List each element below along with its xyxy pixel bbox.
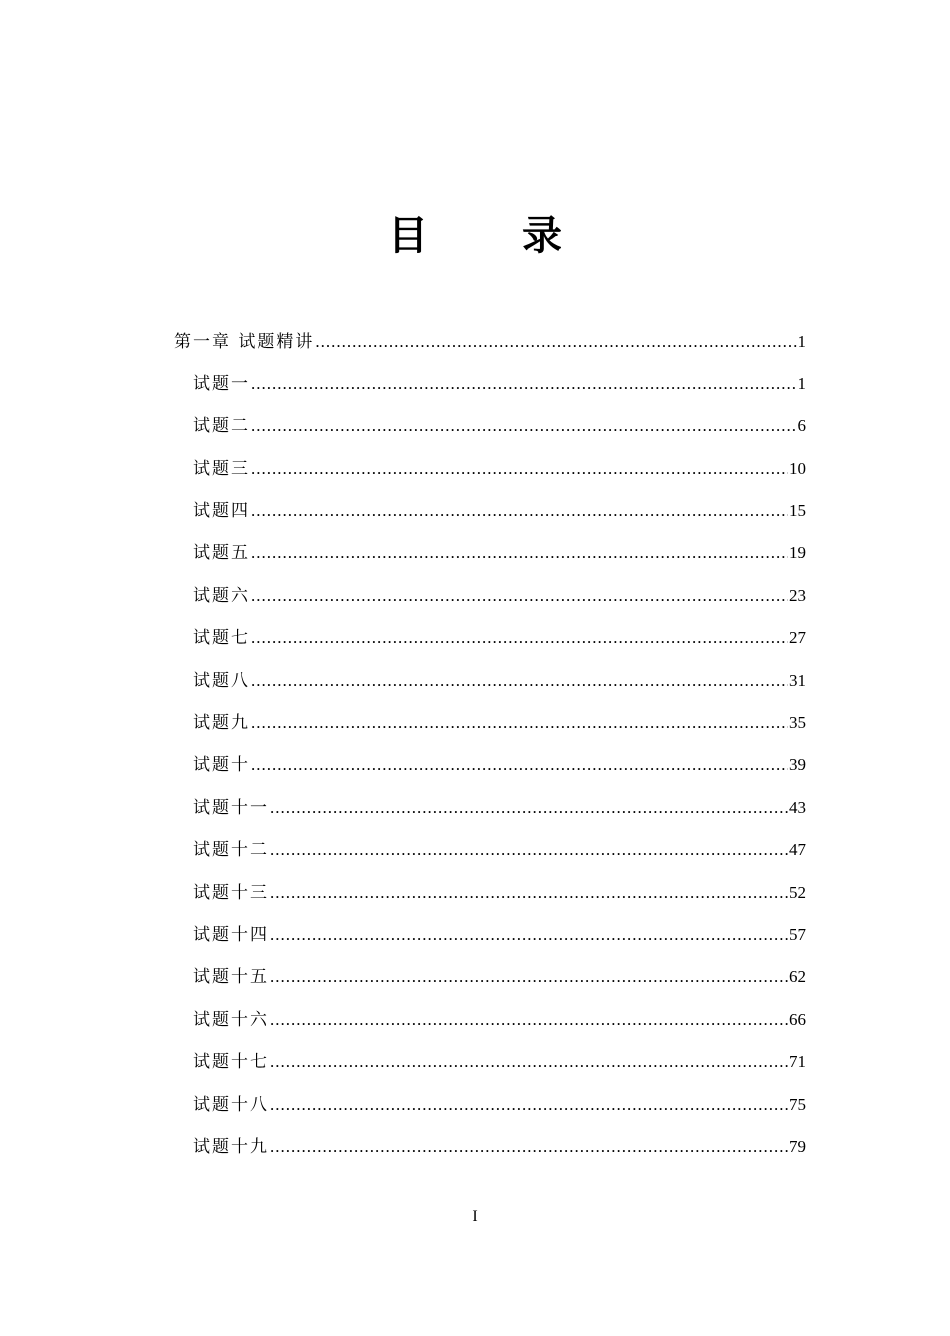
toc-entry[interactable] xyxy=(193,584,806,608)
toc-entry[interactable] xyxy=(193,1050,806,1074)
toc-entry-page: 23 xyxy=(789,586,806,605)
toc-entry[interactable] xyxy=(193,414,806,438)
toc-dot-leader xyxy=(270,838,788,862)
toc-entry-label: 试题十四 xyxy=(193,925,269,945)
toc-dot-leader xyxy=(315,330,796,354)
toc-entry-chapter-1[interactable] xyxy=(174,330,806,354)
toc-entry-label: 试题四 xyxy=(193,501,250,521)
toc-entry-label: 试题十九 xyxy=(193,1137,269,1157)
toc-entry-label: 试题七 xyxy=(193,628,250,648)
toc-entry[interactable] xyxy=(193,499,806,523)
toc-entry-page: 71 xyxy=(789,1052,806,1071)
toc-entry-label: 试题十六 xyxy=(193,1010,269,1030)
toc-entry[interactable] xyxy=(193,711,806,735)
toc-entry-page: 62 xyxy=(789,967,806,986)
toc-entry-label: 试题十五 xyxy=(193,967,269,987)
toc-dot-leader xyxy=(270,1008,788,1032)
toc-dot-leader xyxy=(270,1093,788,1117)
toc-entry-page: 47 xyxy=(789,840,806,859)
toc-entry-page: 39 xyxy=(789,755,806,774)
page-number: I xyxy=(472,1208,478,1225)
toc-dot-leader xyxy=(270,1135,788,1159)
toc-dot-leader xyxy=(270,881,788,905)
toc-entry[interactable] xyxy=(193,923,806,947)
toc-entry-page: 57 xyxy=(789,925,806,944)
toc-entry-label: 试题六 xyxy=(193,586,250,606)
toc-dot-leader xyxy=(251,372,797,396)
toc-entry-label: 试题十一 xyxy=(193,798,269,818)
toc-entry-page: 27 xyxy=(789,628,806,647)
toc-entry-page: 15 xyxy=(789,501,806,520)
toc-entry-page: 35 xyxy=(789,713,806,732)
toc-entry[interactable] xyxy=(193,796,806,820)
toc-dot-leader xyxy=(251,499,788,523)
toc-entry-label: 试题五 xyxy=(193,543,250,563)
toc-entry-page: 6 xyxy=(797,416,806,435)
toc-entry[interactable] xyxy=(193,881,806,905)
toc-entry-label: 试题十八 xyxy=(193,1095,269,1115)
toc-entry[interactable] xyxy=(193,753,806,777)
toc-entry-page: 75 xyxy=(789,1095,806,1114)
toc-dot-leader xyxy=(251,711,788,735)
toc-dot-leader xyxy=(251,541,788,565)
toc-dot-leader xyxy=(270,796,788,820)
toc-entry-page: 43 xyxy=(789,798,806,817)
toc-entry[interactable] xyxy=(193,965,806,989)
toc-entry-page: 19 xyxy=(789,543,806,562)
toc-entry-label: 试题十 xyxy=(193,755,250,775)
toc-dot-leader xyxy=(251,584,788,608)
toc-dot-leader xyxy=(251,457,788,481)
toc-dot-leader xyxy=(251,626,788,650)
toc-dot-leader xyxy=(270,923,788,947)
toc-entry[interactable] xyxy=(193,626,806,650)
toc-entry-label: 试题九 xyxy=(193,713,250,733)
toc-entry-page: 52 xyxy=(789,883,806,902)
toc-entry-label: 第一章 试题精讲 xyxy=(174,332,315,352)
toc-entry[interactable] xyxy=(193,1093,806,1117)
toc-dot-leader xyxy=(251,669,788,693)
toc-dot-leader xyxy=(251,753,788,777)
toc-entry[interactable] xyxy=(193,457,806,481)
toc-entry-label: 试题八 xyxy=(193,671,250,691)
page-title: 目 录 xyxy=(388,213,602,259)
toc-dot-leader xyxy=(270,1050,788,1074)
toc-entry-label: 试题一 xyxy=(193,374,250,394)
toc-entry[interactable] xyxy=(193,1008,806,1032)
toc-entry-page: 66 xyxy=(789,1010,806,1029)
toc-entry-label: 试题三 xyxy=(193,459,250,479)
toc-entry-label: 试题十二 xyxy=(193,840,269,860)
toc-entry-page: 10 xyxy=(789,459,806,478)
toc-entry-page: 1 xyxy=(797,332,806,351)
toc-dot-leader xyxy=(251,414,797,438)
toc-entry-page: 79 xyxy=(789,1137,806,1156)
toc-entry-page: 1 xyxy=(797,374,806,393)
toc-entry-page: 31 xyxy=(789,671,806,690)
toc-dot-leader xyxy=(270,965,788,989)
toc-entry[interactable] xyxy=(193,669,806,693)
toc-entry-label: 试题二 xyxy=(193,416,250,436)
toc-entry[interactable] xyxy=(193,1135,806,1159)
toc-entry[interactable] xyxy=(193,838,806,862)
toc-entry-label: 试题十三 xyxy=(193,883,269,903)
toc-entry-label: 试题十七 xyxy=(193,1052,269,1072)
toc-entry[interactable] xyxy=(193,372,806,396)
toc-entry[interactable] xyxy=(193,541,806,565)
